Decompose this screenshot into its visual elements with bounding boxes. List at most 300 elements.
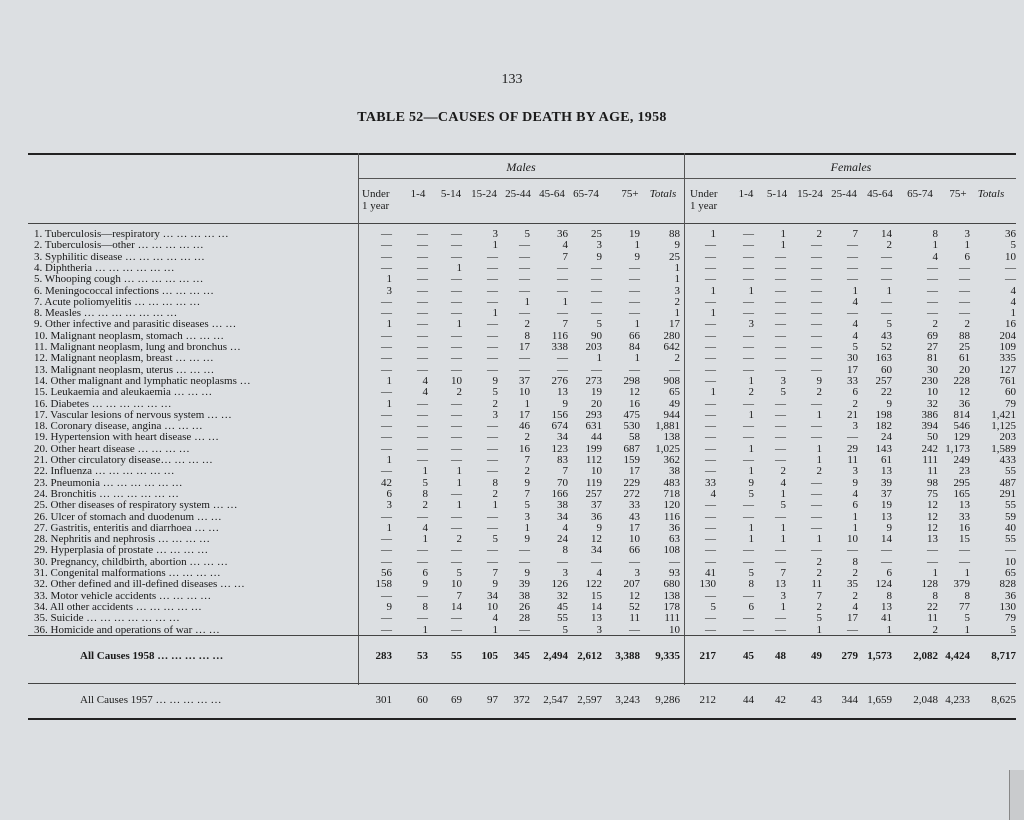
female-cell: 1 bbox=[852, 284, 858, 297]
header-male-totals: Totals bbox=[649, 188, 677, 200]
female-cell: 6 bbox=[886, 567, 892, 579]
female-cell: — bbox=[775, 431, 786, 444]
male-cell: 4 bbox=[422, 386, 428, 399]
female-cell: 14 bbox=[881, 533, 892, 546]
male-cell: 56 bbox=[381, 567, 392, 579]
female-cell: — bbox=[705, 454, 716, 466]
female-cell: 129 bbox=[953, 431, 970, 444]
female-cell: 75 bbox=[927, 487, 938, 500]
male-cell: 908 bbox=[663, 374, 680, 387]
male-cell: 90 bbox=[591, 329, 602, 342]
male-cell: 203 bbox=[585, 341, 602, 353]
male-cell: — bbox=[451, 555, 462, 568]
female-total-cell: 1,659 bbox=[867, 694, 892, 706]
male-cell: 8 bbox=[492, 476, 498, 489]
female-cell: — bbox=[705, 329, 716, 342]
cause-label: 27. Gastritis, enteritis and diarrhoea … … bbox=[34, 521, 220, 534]
male-cell: 7 bbox=[562, 318, 568, 331]
female-cell: — bbox=[811, 544, 822, 557]
male-cell: — bbox=[417, 589, 428, 602]
female-cell: 5 bbox=[780, 499, 786, 512]
male-cell: — bbox=[519, 261, 530, 274]
header-male-75: 75+ bbox=[621, 188, 639, 200]
female-cell: — bbox=[743, 273, 754, 286]
female-cell: — bbox=[743, 352, 754, 365]
female-cell: 16 bbox=[1005, 318, 1016, 331]
totals-rule bbox=[28, 635, 1016, 636]
female-cell: — bbox=[705, 544, 716, 557]
female-cell: 40 bbox=[1005, 521, 1016, 534]
male-cell: 116 bbox=[551, 329, 568, 342]
female-cell: — bbox=[881, 544, 892, 557]
male-cell: — bbox=[451, 442, 462, 455]
cause-label: 7. Acute poliomyelitis … … … … … bbox=[34, 295, 201, 308]
male-cell: — bbox=[487, 465, 498, 478]
male-cell: 1 bbox=[634, 239, 640, 252]
female-cell: — bbox=[743, 329, 754, 342]
female-cell: 249 bbox=[953, 454, 970, 466]
male-cell: — bbox=[451, 510, 462, 523]
female-cell: 386 bbox=[921, 408, 938, 421]
male-cell: — bbox=[519, 623, 530, 636]
table-row bbox=[0, 296, 1024, 308]
female-cell: 230 bbox=[921, 374, 938, 387]
cause-label: 18. Coronary disease, angina … … … bbox=[34, 420, 203, 433]
male-cell: 42 bbox=[381, 476, 392, 489]
female-cell: — bbox=[847, 623, 858, 636]
female-cell: — bbox=[959, 261, 970, 274]
female-cell: 1 bbox=[1010, 307, 1016, 320]
female-cell: 203 bbox=[999, 431, 1016, 444]
male-cell: 1 bbox=[386, 521, 392, 534]
female-cell: 2 bbox=[816, 465, 822, 478]
female-cell: — bbox=[743, 420, 754, 433]
table-row bbox=[0, 578, 1024, 590]
female-cell: 17 bbox=[847, 363, 858, 376]
male-cell: — bbox=[381, 307, 392, 320]
female-cell: — bbox=[959, 284, 970, 297]
male-cell: — bbox=[417, 363, 428, 376]
female-cell: 22 bbox=[927, 600, 938, 613]
male-cell: — bbox=[451, 295, 462, 308]
female-cell: — bbox=[705, 533, 716, 546]
male-cell: 7 bbox=[492, 567, 498, 579]
total-row-1958 bbox=[0, 649, 1024, 663]
female-cell: — bbox=[705, 612, 716, 625]
male-cell: 5 bbox=[596, 318, 602, 331]
female-cell: 10 bbox=[847, 533, 858, 546]
female-cell: — bbox=[847, 307, 858, 320]
female-cell: — bbox=[775, 352, 786, 365]
table-row bbox=[0, 499, 1024, 511]
female-cell: — bbox=[775, 273, 786, 286]
female-cell: — bbox=[811, 250, 822, 263]
male-cell: 718 bbox=[663, 487, 680, 500]
female-cell: 29 bbox=[847, 442, 858, 455]
cause-label: 10. Malignant neoplasm, stomach … … … bbox=[34, 329, 225, 342]
female-cell: 128 bbox=[921, 578, 938, 591]
female-cell: 1 bbox=[816, 623, 822, 636]
male-cell: — bbox=[487, 510, 498, 523]
male-cell: 111 bbox=[664, 612, 680, 625]
male-cell: 199 bbox=[585, 442, 602, 455]
female-cell: 5 bbox=[710, 600, 716, 613]
female-cell: 3 bbox=[964, 228, 970, 240]
male-cell: 138 bbox=[663, 431, 680, 444]
female-cell: 111 bbox=[922, 454, 938, 466]
cause-label: 4. Diphtheria … … … … … … bbox=[34, 261, 175, 274]
male-cell: 362 bbox=[663, 454, 680, 466]
female-cell: 32 bbox=[927, 397, 938, 410]
male-cell: 39 bbox=[519, 578, 530, 591]
female-total-cell: 4,424 bbox=[945, 650, 970, 662]
male-cell: — bbox=[487, 250, 498, 263]
female-cell: 1 bbox=[780, 228, 786, 240]
female-cell: 36 bbox=[1005, 228, 1016, 240]
female-cell: 39 bbox=[881, 476, 892, 489]
male-total-cell: 301 bbox=[375, 694, 392, 706]
male-cell: — bbox=[629, 363, 640, 376]
male-cell: 14 bbox=[451, 600, 462, 613]
male-cell: 10 bbox=[519, 386, 530, 399]
female-cell: — bbox=[705, 363, 716, 376]
female-cell: 77 bbox=[959, 600, 970, 613]
male-cell: 43 bbox=[629, 510, 640, 523]
cause-label: 33. Motor vehicle accidents … … … … bbox=[34, 589, 212, 602]
female-total-cell: 48 bbox=[775, 650, 786, 662]
cause-label: 20. Other heart disease … … … … bbox=[34, 442, 190, 455]
male-cell: 15 bbox=[591, 589, 602, 602]
male-cell: — bbox=[381, 623, 392, 636]
female-cell: 10 bbox=[1005, 555, 1016, 568]
header-male-under-1 bbox=[362, 188, 396, 212]
female-cell: — bbox=[743, 228, 754, 240]
female-cell: — bbox=[811, 431, 822, 444]
male-total-cell: 69 bbox=[451, 694, 462, 706]
male-cell: 13 bbox=[591, 612, 602, 625]
female-cell: 2 bbox=[816, 600, 822, 613]
male-cell: 631 bbox=[585, 420, 602, 433]
male-total-cell: 97 bbox=[487, 694, 498, 706]
male-cell: 70 bbox=[557, 476, 568, 489]
female-cell: 1 bbox=[780, 533, 786, 546]
male-total-cell: 105 bbox=[481, 650, 498, 662]
male-cell: 32 bbox=[557, 589, 568, 602]
male-cell: — bbox=[381, 465, 392, 478]
female-cell: — bbox=[775, 341, 786, 353]
female-cell: 3 bbox=[780, 374, 786, 387]
female-cell: — bbox=[811, 363, 822, 376]
male-cell: 7 bbox=[524, 454, 530, 466]
table-row bbox=[0, 454, 1024, 466]
table-row bbox=[0, 612, 1024, 624]
header-male-25-44: 25-44 bbox=[505, 188, 531, 200]
female-cell: 814 bbox=[953, 408, 970, 421]
male-cell: 272 bbox=[623, 487, 640, 500]
female-cell: 6 bbox=[748, 600, 754, 613]
female-cell: — bbox=[775, 454, 786, 466]
header-text: Under bbox=[362, 188, 390, 200]
female-cell: 2 bbox=[932, 623, 938, 636]
female-cell: — bbox=[705, 420, 716, 433]
male-cell: 293 bbox=[585, 408, 602, 421]
male-cell: 9 bbox=[492, 578, 498, 591]
male-cell: — bbox=[487, 318, 498, 331]
female-cell: 33 bbox=[959, 510, 970, 523]
female-cell: 65 bbox=[1005, 567, 1016, 579]
cause-label: 34. All other accidents … … … … … bbox=[34, 600, 202, 613]
header-divider-middle bbox=[684, 153, 685, 225]
female-cell: — bbox=[1005, 261, 1016, 274]
female-cell: 88 bbox=[959, 329, 970, 342]
female-total-cell: 2,082 bbox=[913, 650, 938, 662]
male-cell: — bbox=[557, 261, 568, 274]
male-cell: — bbox=[381, 533, 392, 546]
female-cell: — bbox=[811, 273, 822, 286]
female-cell: — bbox=[705, 499, 716, 512]
male-cell: — bbox=[381, 250, 392, 263]
female-cell: — bbox=[705, 589, 716, 602]
male-cell: — bbox=[487, 295, 498, 308]
female-cell: 1 bbox=[816, 442, 822, 455]
male-cell: — bbox=[381, 352, 392, 365]
male-cell: — bbox=[451, 273, 462, 286]
male-cell: — bbox=[451, 284, 462, 297]
male-cell: 3 bbox=[562, 567, 568, 579]
male-cell: — bbox=[591, 284, 602, 297]
male-cell: — bbox=[629, 273, 640, 286]
male-cell: — bbox=[669, 363, 680, 376]
female-cell: — bbox=[927, 555, 938, 568]
female-cell: 1 bbox=[780, 487, 786, 500]
male-cell: — bbox=[381, 408, 392, 421]
female-cell: 2 bbox=[816, 386, 822, 399]
male-cell: 24 bbox=[557, 533, 568, 546]
male-total-cell: 53 bbox=[417, 650, 428, 662]
table-row bbox=[0, 601, 1024, 613]
male-cell: 1 bbox=[456, 261, 462, 274]
male-cell: — bbox=[381, 341, 392, 353]
male-cell: 7 bbox=[456, 589, 462, 602]
male-cell: 33 bbox=[629, 499, 640, 512]
male-cell: — bbox=[417, 612, 428, 625]
male-cell: — bbox=[451, 420, 462, 433]
female-cell: — bbox=[743, 341, 754, 353]
male-cell: 10 bbox=[451, 374, 462, 387]
female-cell: — bbox=[775, 284, 786, 297]
female-cell: 5 bbox=[816, 612, 822, 625]
female-cell: 1,173 bbox=[945, 442, 970, 455]
table-row bbox=[0, 285, 1024, 297]
female-cell: 8 bbox=[852, 555, 858, 568]
male-cell: 166 bbox=[551, 487, 568, 500]
male-cell: — bbox=[591, 555, 602, 568]
cause-label: 13. Malignant neoplasm, uterus … … … bbox=[34, 363, 215, 376]
male-cell: — bbox=[487, 284, 498, 297]
male-cell: — bbox=[519, 544, 530, 557]
female-cell: 165 bbox=[953, 487, 970, 500]
female-cell: 5 bbox=[1010, 623, 1016, 636]
female-total-cell: 217 bbox=[699, 650, 716, 662]
female-cell: 60 bbox=[1005, 386, 1016, 399]
female-cell: 8 bbox=[932, 228, 938, 240]
male-cell: 120 bbox=[663, 499, 680, 512]
male-cell: 34 bbox=[557, 431, 568, 444]
female-total-cell: 42 bbox=[775, 694, 786, 706]
female-cell: 257 bbox=[875, 374, 892, 387]
header-female-5-14: 5-14 bbox=[766, 188, 788, 200]
male-cell: 6 bbox=[386, 487, 392, 500]
cause-label: 3. Syphilitic disease … … … … … … bbox=[34, 250, 205, 263]
female-cell: 130 bbox=[699, 578, 716, 591]
male-cell: 1 bbox=[422, 623, 428, 636]
male-cell: — bbox=[629, 623, 640, 636]
female-cell: 4 bbox=[1010, 295, 1016, 308]
male-cell: — bbox=[417, 307, 428, 320]
female-cell: 50 bbox=[927, 431, 938, 444]
header-male-45-64: 45-64 bbox=[539, 188, 565, 200]
male-cell: 3 bbox=[492, 228, 498, 240]
cause-label: 21. Other circulatory disease… … … … bbox=[34, 454, 213, 466]
male-cell: 1 bbox=[422, 465, 428, 478]
male-cell: — bbox=[519, 284, 530, 297]
male-cell: 5 bbox=[524, 228, 530, 240]
male-cell: — bbox=[629, 307, 640, 320]
male-cell: — bbox=[591, 261, 602, 274]
female-cell: — bbox=[881, 555, 892, 568]
male-cell: 37 bbox=[591, 499, 602, 512]
table-row bbox=[0, 251, 1024, 263]
male-cell: 1 bbox=[674, 307, 680, 320]
female-cell: 43 bbox=[881, 329, 892, 342]
female-cell: — bbox=[811, 397, 822, 410]
cause-label: 17. Vascular lesions of nervous system … … bbox=[34, 408, 232, 421]
male-cell: 4 bbox=[562, 239, 568, 252]
female-cell: 204 bbox=[999, 329, 1016, 342]
male-cell: — bbox=[417, 420, 428, 433]
female-cell: 3 bbox=[852, 420, 858, 433]
female-cell: — bbox=[847, 431, 858, 444]
female-cell: — bbox=[927, 273, 938, 286]
female-cell: — bbox=[705, 623, 716, 636]
male-cell: 229 bbox=[623, 476, 640, 489]
female-cell: 8 bbox=[964, 589, 970, 602]
male-cell: 3 bbox=[596, 239, 602, 252]
male-cell: 9 bbox=[386, 600, 392, 613]
cause-label: 23. Pneumonia … … … … … … bbox=[34, 476, 183, 489]
female-cell: 5 bbox=[748, 487, 754, 500]
female-cell: — bbox=[743, 295, 754, 308]
female-cell: — bbox=[927, 284, 938, 297]
female-cell: — bbox=[811, 239, 822, 252]
table-row bbox=[0, 364, 1024, 376]
male-cell: — bbox=[417, 454, 428, 466]
female-cell: — bbox=[811, 261, 822, 274]
male-cell: 19 bbox=[591, 386, 602, 399]
female-cell: 13 bbox=[959, 499, 970, 512]
female-cell: — bbox=[927, 544, 938, 557]
table-row bbox=[0, 556, 1024, 568]
female-cell: 3 bbox=[852, 465, 858, 478]
male-cell: 46 bbox=[519, 420, 530, 433]
female-cell: 7 bbox=[852, 228, 858, 240]
male-cell: 93 bbox=[669, 567, 680, 579]
male-cell: 8 bbox=[422, 487, 428, 500]
male-cell: 34 bbox=[487, 589, 498, 602]
female-cell: 5 bbox=[748, 567, 754, 579]
female-cell: 59 bbox=[1005, 510, 1016, 523]
male-cell: 36 bbox=[669, 521, 680, 534]
female-cell: 130 bbox=[999, 600, 1016, 613]
male-cell: 159 bbox=[623, 454, 640, 466]
female-cell: 11 bbox=[811, 578, 822, 591]
male-total-cell: 60 bbox=[417, 694, 428, 706]
female-cell: 2 bbox=[852, 397, 858, 410]
table-row bbox=[0, 420, 1024, 432]
female-cell: 11 bbox=[927, 612, 938, 625]
male-cell: — bbox=[381, 431, 392, 444]
female-cell: 37 bbox=[881, 487, 892, 500]
male-cell: 944 bbox=[663, 408, 680, 421]
female-cell: — bbox=[811, 420, 822, 433]
female-cell: — bbox=[847, 544, 858, 557]
male-cell: 126 bbox=[551, 578, 568, 591]
male-cell: — bbox=[591, 273, 602, 286]
male-cell: — bbox=[487, 544, 498, 557]
female-cell: — bbox=[811, 329, 822, 342]
male-cell: — bbox=[487, 352, 498, 365]
male-cell: 2 bbox=[674, 352, 680, 365]
male-cell: 4 bbox=[562, 521, 568, 534]
male-cell: — bbox=[557, 273, 568, 286]
female-cell: 6 bbox=[964, 250, 970, 263]
male-cell: — bbox=[519, 239, 530, 252]
male-cell: 9 bbox=[634, 250, 640, 263]
male-cell: — bbox=[451, 454, 462, 466]
female-total-cell: 4,233 bbox=[945, 694, 970, 706]
female-cell: 10 bbox=[927, 386, 938, 399]
female-cell: 14 bbox=[881, 228, 892, 240]
female-cell: — bbox=[705, 239, 716, 252]
middle-rule bbox=[28, 683, 1016, 684]
female-cell: 1 bbox=[816, 533, 822, 546]
male-cell: — bbox=[417, 261, 428, 274]
male-total-cell: 3,243 bbox=[615, 694, 640, 706]
male-cell: 9 bbox=[596, 250, 602, 263]
page-number: 133 bbox=[501, 72, 523, 87]
male-cell: 1 bbox=[674, 261, 680, 274]
female-cell: 124 bbox=[875, 578, 892, 591]
male-cell: — bbox=[381, 329, 392, 342]
male-cell: — bbox=[519, 250, 530, 263]
male-cell: 38 bbox=[669, 465, 680, 478]
female-cell: 295 bbox=[953, 476, 970, 489]
male-cell: 1,025 bbox=[655, 442, 680, 455]
male-cell: — bbox=[417, 352, 428, 365]
table-row bbox=[0, 533, 1024, 545]
female-cell: — bbox=[775, 307, 786, 320]
female-cell: — bbox=[705, 442, 716, 455]
table-row bbox=[0, 318, 1024, 330]
female-cell: 36 bbox=[959, 397, 970, 410]
header-female-totals: Totals bbox=[977, 188, 1005, 200]
male-cell: — bbox=[629, 295, 640, 308]
male-cell: 1 bbox=[492, 499, 498, 512]
male-cell: — bbox=[451, 544, 462, 557]
table-row bbox=[0, 624, 1024, 636]
female-total-cell: 1,573 bbox=[867, 650, 892, 662]
female-cell: 2 bbox=[780, 465, 786, 478]
